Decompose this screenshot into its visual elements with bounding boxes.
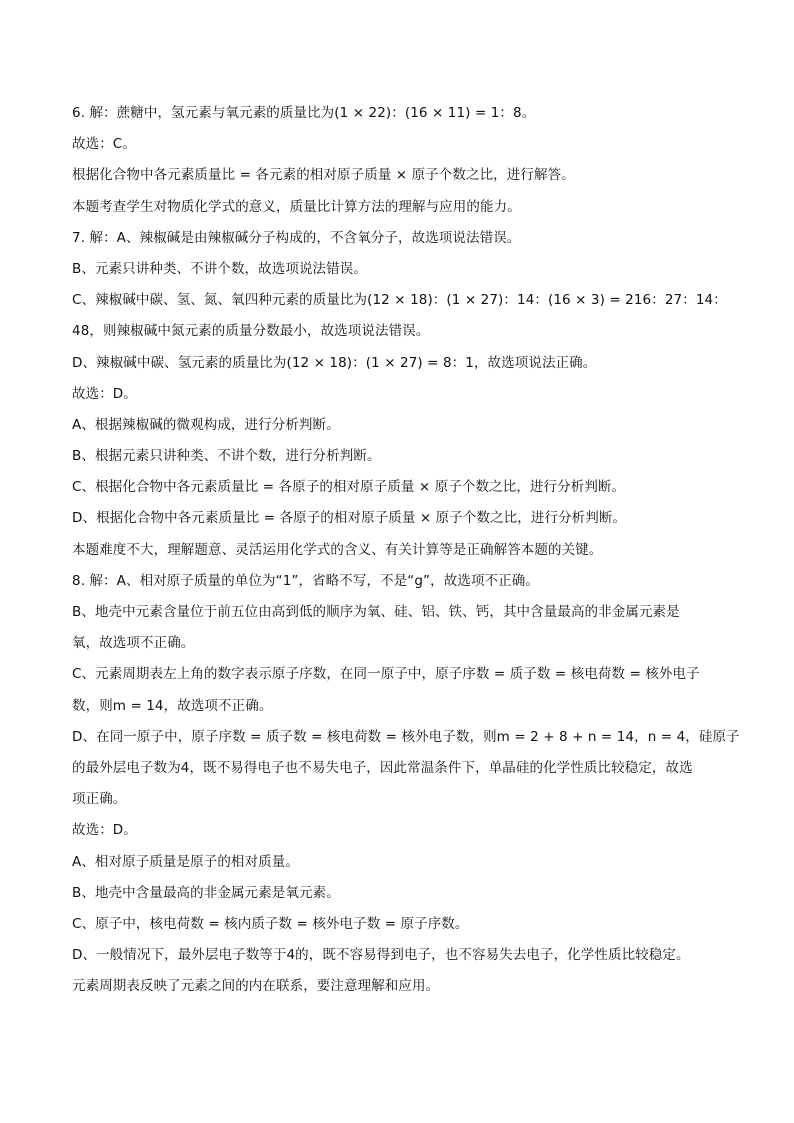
text-line: A、根据辣椒碱的微观构成，进行分析判断。 xyxy=(72,416,340,433)
text-line: 故选：D。 xyxy=(72,822,137,839)
text-line: D、一般情况下，最外层电子数等于4的，既不容易得到电子，也不容易失去电子，化学性质比较稳定。 xyxy=(72,947,690,964)
text-line: 48，则辣椒碱中氮元素的质量分数最小，故选项说法错误。 xyxy=(72,323,430,340)
text-line: 故选：D。 xyxy=(72,385,137,402)
text-line: C、根据化合物中各元素质量比 = 各原子的相对原子质量 × 原子个数之比，进行分析判断。 xyxy=(72,479,626,496)
text-line: 7. 解：A、辣椒碱是由辣椒碱分子构成的，不含氧分子，故选项说法错误。 xyxy=(72,229,521,246)
text-line: C、元素周期表左上角的数字表示原子序数，在同一原子中，原子序数 = 质子数 = 核电荷数 = 核外电子 xyxy=(72,666,700,683)
text-line: 6. 解：蔗糖中，氢元素与氧元素的质量比为(1 × 22)：(16 × 11) = 1：8。 xyxy=(72,105,536,121)
text-line: C、辣椒碱中碳、氢、氮、氧四种元素的质量比为(12 × 18)：(1 × 27)：14：(16 × 3) = 216：27：14： xyxy=(72,292,727,309)
text-line: B、地壳中元素含量位于前五位由高到低的顺序为氧、硅、铝、铁、钙，其中含量最高的非金属元素是 xyxy=(72,604,680,620)
text-line: 数，则m = 14，故选项不正确。 xyxy=(72,697,273,714)
text-line: C、原子中，核电荷数 = 核内质子数 = 核外电子数 = 原子序数。 xyxy=(72,915,469,932)
text-line: 本题难度不大，理解题意、灵活运用化学式的含义、有关计算等是正确解答本题的关键。 xyxy=(72,541,603,558)
text-line: B、根据元素只讲种类、不讲个数，进行分析判断。 xyxy=(72,448,381,465)
text-line: 故选：C。 xyxy=(72,136,136,153)
text-line: D、根据化合物中各元素质量比 = 各原子的相对原子质量 × 原子个数之比，进行分析判断。 xyxy=(72,510,627,527)
text-line: 氧，故选项不正确。 xyxy=(72,635,195,652)
text-line: B、元素只讲种类、不讲个数，故选项说法错误。 xyxy=(72,260,367,277)
text-line: B、地壳中含量最高的非金属元素是氧元素。 xyxy=(72,884,340,901)
text-line: D、在同一原子中，原子序数 = 质子数 = 核电荷数 = 核外电子数，则m = 2 + 8 + n = 14，n = 4，硅原子 xyxy=(72,728,740,745)
text-line: 的最外层电子数为4，既不易得电子也不易失电子，因此常温条件下，单晶硅的化学性质比较稳定，故选 xyxy=(72,759,693,776)
text-line: 8. 解：A、相对原子质量的单位为“1”，省略不写，不是“g”，故选项不正确。 xyxy=(72,572,539,589)
text-line: 项正确。 xyxy=(72,791,127,808)
text-line: 根据化合物中各元素质量比 = 各元素的相对原子质量 × 原子个数之比，进行解答。 xyxy=(72,167,575,184)
text-line: A、相对原子质量是原子的相对质量。 xyxy=(72,853,299,870)
text-line: 本题考查学生对物质化学式的意义，质量比计算方法的理解与应用的能力。 xyxy=(72,198,521,215)
answer-explanations xyxy=(72,98,740,1002)
text-line: D、辣椒碱中碳、氢元素的质量比为(12 × 18)：(1 × 27) = 8：1，故选项说法正确。 xyxy=(72,354,597,371)
text-line: 元素周期表反映了元素之间的内在联系，要注意理解和应用。 xyxy=(72,978,440,995)
